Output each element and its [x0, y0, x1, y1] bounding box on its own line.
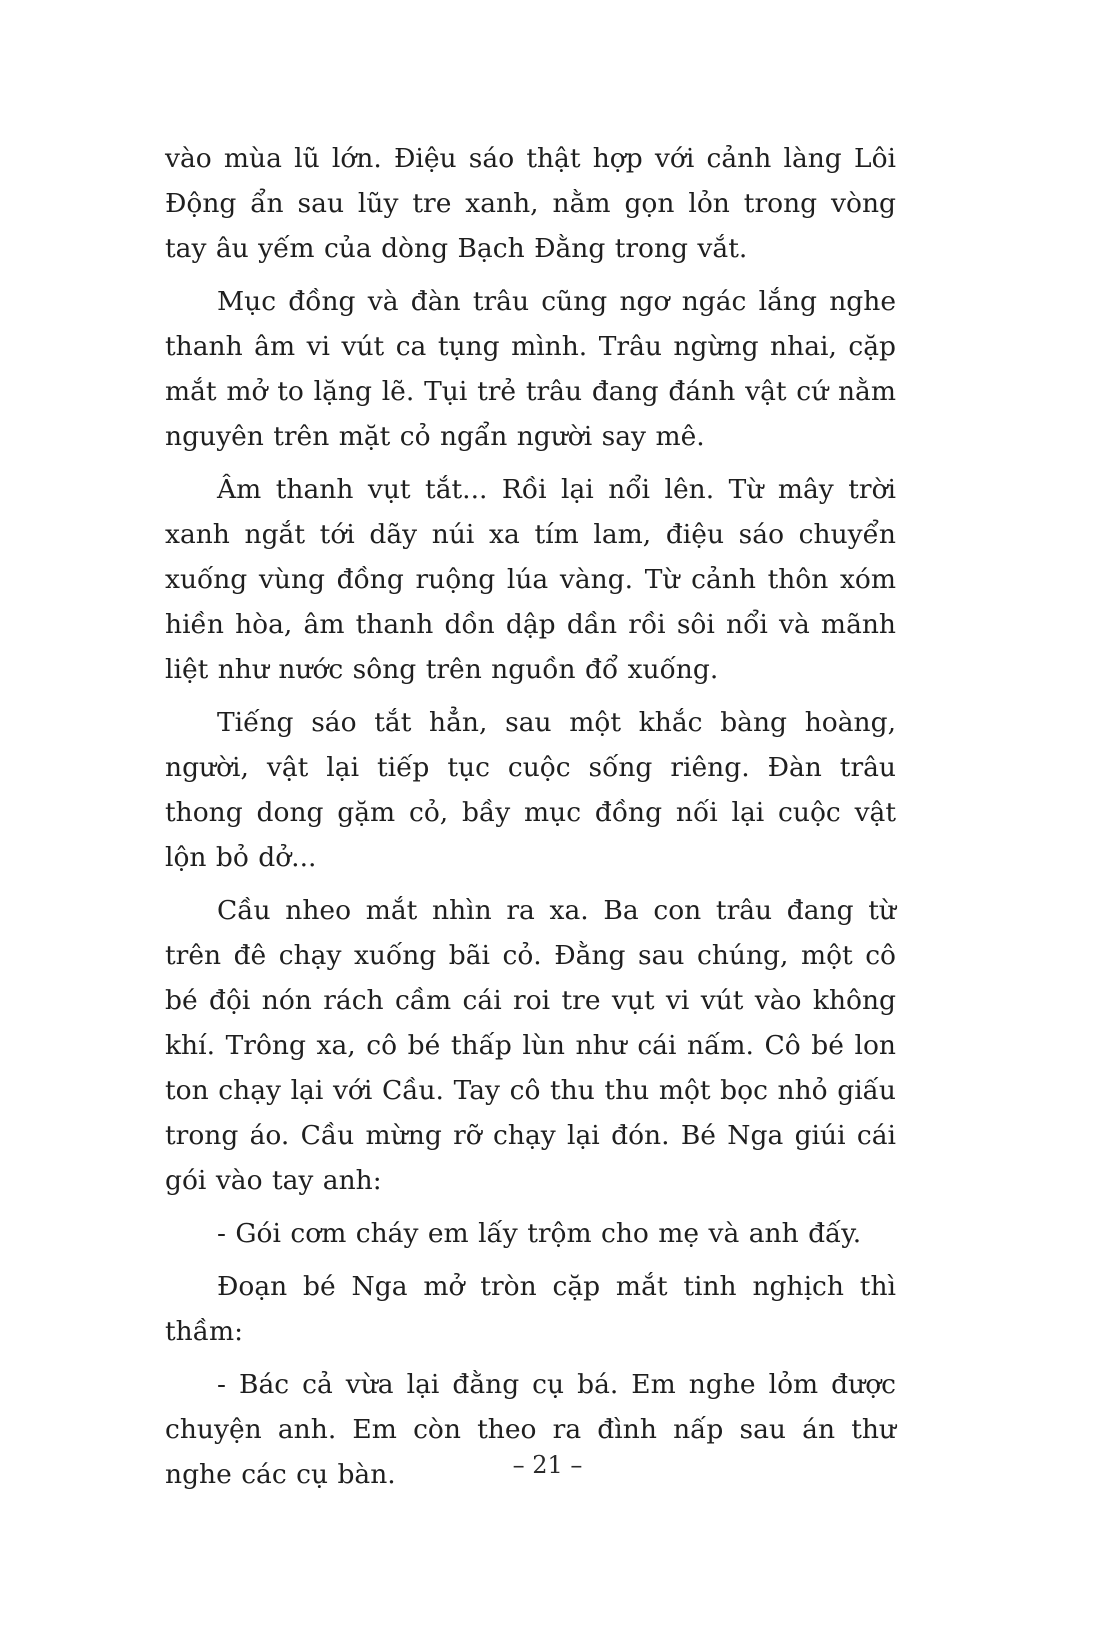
page-number: – 21 – [512, 1451, 583, 1479]
paragraph: Tiếng sáo tắt hẳn, sau một khắc bàng hoàng, người, vật lại tiếp tục cuộc sống riêng. Đàn trâu thong dong gặm cỏ, bầy mục đồng nối lại cuộc vật lộn bỏ dở... [165, 707, 896, 873]
paragraph: vào mùa lũ lớn. Điệu sáo thật hợp với cảnh làng Lôi Động ẩn sau lũy tre xanh, nằm gọn lỏn trong vòng tay âu yếm của dòng Bạch Đằng trong vắt. [165, 143, 896, 264]
paragraph: Đoạn bé Nga mở tròn cặp mắt tinh nghịch thì thầm: [165, 1271, 896, 1347]
dialogue-line: - Gói cơm cháy em lấy trộm cho mẹ và anh đấy. [217, 1218, 862, 1249]
page-body [165, 136, 896, 1505]
paragraph: Cầu nheo mắt nhìn ra xa. Ba con trâu đang từ trên đê chạy xuống bãi cỏ. Đằng sau chúng, một cô bé đội nón rách cầm cái roi tre vụt vi vút vào không khí. Trông xa, cô bé thấp lùn như cái nấm. Cô bé lon ton chạy lại với Cầu. Tay cô thu thu một bọc nhỏ giấu trong áo. Cầu mừng rỡ chạy lại đón. Bé Nga giúi cái gói vào tay anh: [165, 895, 896, 1196]
paragraph: Âm thanh vụt tắt... Rồi lại nổi lên. Từ mây trời xanh ngắt tới dãy núi xa tím lam, điệu sáo chuyển xuống vùng đồng ruộng lúa vàng. Từ cảnh thôn xóm hiền hòa, âm thanh dồn dập dần rồi sôi nổi và mãnh liệt như nước sông trên nguồn đổ xuống. [165, 474, 896, 685]
dialogue-line: - Bác cả vừa lại đằng cụ bá. Em nghe lỏm được chuyện anh. Em còn theo ra đình nấp sau án thư nghe các cụ bàn. [165, 1369, 896, 1490]
paragraph: Mục đồng và đàn trâu cũng ngơ ngác lắng nghe thanh âm vi vút ca tụng mình. Trâu ngừng nhai, cặp mắt mở to lặng lẽ. Tụi trẻ trâu đang đánh vật cứ nằm nguyên trên mặt cỏ ngẩn người say mê. [165, 286, 896, 452]
